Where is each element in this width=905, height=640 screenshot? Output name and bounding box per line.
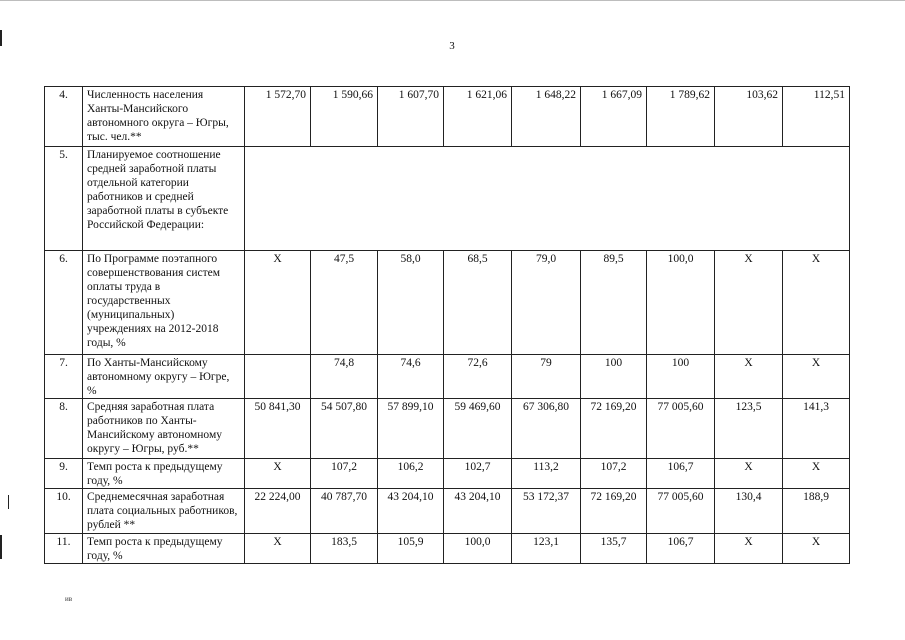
cell-value: 1 607,70 <box>378 87 444 147</box>
cell-value: Х <box>245 459 311 489</box>
data-table <box>44 86 850 564</box>
row-number: 11. <box>45 534 83 564</box>
cell-value: 100 <box>581 355 647 399</box>
table-row <box>45 399 850 459</box>
row-number: 5. <box>45 147 83 251</box>
cell-value: 106,2 <box>378 459 444 489</box>
cell-value: 100 <box>647 355 715 399</box>
cell-value: 43 204,10 <box>378 489 444 534</box>
scan-mark-bottom <box>0 535 2 559</box>
cell-value: 72 169,20 <box>581 489 647 534</box>
table-row <box>45 147 850 251</box>
cell-value: 112,51 <box>783 87 850 147</box>
cell-value: 40 787,70 <box>311 489 378 534</box>
cell-value: 100,0 <box>444 534 512 564</box>
cell-value: 47,5 <box>311 251 378 355</box>
page-number: 3 <box>449 40 455 52</box>
scan-mark-middle <box>8 495 9 509</box>
cell-value: 113,2 <box>512 459 581 489</box>
cell-value: 1 621,06 <box>444 87 512 147</box>
cell-value: 57 899,10 <box>378 399 444 459</box>
table-row <box>45 459 850 489</box>
cell-value: 102,7 <box>444 459 512 489</box>
cell-value: 130,4 <box>715 489 783 534</box>
table-row <box>45 355 850 399</box>
row-number: 10. <box>45 489 83 534</box>
cell-value: 43 204,10 <box>444 489 512 534</box>
cell-value: 105,9 <box>378 534 444 564</box>
row-indicator: Темп роста к предыдущему году, % <box>83 459 245 489</box>
cell-value: 79 <box>512 355 581 399</box>
cell-value: 53 172,37 <box>512 489 581 534</box>
page-top-edge <box>0 0 905 1</box>
row-indicator: Планируемое соотношение средней заработной платы отдельной категории работников и средней заработной платы в субъекте Российской Федерации: <box>83 147 245 251</box>
cell-value: 79,0 <box>512 251 581 355</box>
cell-value: 188,9 <box>783 489 850 534</box>
cell-value: 72,6 <box>444 355 512 399</box>
cell-value: 58,0 <box>378 251 444 355</box>
row-indicator: Средняя заработная плата работников по Ханты-Мансийскому автономному округу – Югры, руб.** <box>83 399 245 459</box>
row-indicator: Численность населения Ханты-Мансийского автономного округа – Югры, тыс. чел.** <box>83 87 245 147</box>
cell-value: 74,8 <box>311 355 378 399</box>
row-indicator: Среднемесячная заработная плата социальных работников, рублей ** <box>83 489 245 534</box>
table-row <box>45 87 850 147</box>
table-row <box>45 251 850 355</box>
cell-value: Х <box>715 251 783 355</box>
cell-value: 68,5 <box>444 251 512 355</box>
cell-value <box>245 355 311 399</box>
row-number: 8. <box>45 399 83 459</box>
row-number: 9. <box>45 459 83 489</box>
cell-value: 183,5 <box>311 534 378 564</box>
cell-value: Х <box>783 355 850 399</box>
cell-value: 50 841,30 <box>245 399 311 459</box>
footer-mark: ив <box>65 595 73 603</box>
cell-value: 74,6 <box>378 355 444 399</box>
cell-value: 107,2 <box>581 459 647 489</box>
row-number: 7. <box>45 355 83 399</box>
row-indicator: По Ханты-Мансийскому автономному округу – Югре, % <box>83 355 245 399</box>
cell-value: 22 224,00 <box>245 489 311 534</box>
cell-value: 141,3 <box>783 399 850 459</box>
cell-value: 89,5 <box>581 251 647 355</box>
cell-value: Х <box>715 459 783 489</box>
cell-value: Х <box>245 251 311 355</box>
cell-value: 123,5 <box>715 399 783 459</box>
scan-mark-top <box>0 30 2 46</box>
cell-value: Х <box>783 459 850 489</box>
cell-value: Х <box>715 534 783 564</box>
cell-value: 59 469,60 <box>444 399 512 459</box>
row-indicator: По Программе поэтапного совершенствования систем оплаты труда в государственных (муниципальных) учреждениях на 2012-2018 годы, % <box>83 251 245 355</box>
cell-value: 135,7 <box>581 534 647 564</box>
cell-value: 103,62 <box>715 87 783 147</box>
row-number: 6. <box>45 251 83 355</box>
cell-value: 54 507,80 <box>311 399 378 459</box>
cell-value: 106,7 <box>647 459 715 489</box>
cell-value: Х <box>783 534 850 564</box>
cell-value: 1 590,66 <box>311 87 378 147</box>
cell-value: 106,7 <box>647 534 715 564</box>
row-number: 4. <box>45 87 83 147</box>
cell-value: 72 169,20 <box>581 399 647 459</box>
table-row <box>45 534 850 564</box>
cell-value: 123,1 <box>512 534 581 564</box>
row-indicator: Темп роста к предыдущему году, % <box>83 534 245 564</box>
cell-value: 1 789,62 <box>647 87 715 147</box>
cell-value: 67 306,80 <box>512 399 581 459</box>
cell-value: 77 005,60 <box>647 489 715 534</box>
cell-value: Х <box>715 355 783 399</box>
cell-value: 1 667,09 <box>581 87 647 147</box>
cell-value: 77 005,60 <box>647 399 715 459</box>
empty-merged-cell <box>245 147 850 251</box>
cell-value: Х <box>783 251 850 355</box>
cell-value: Х <box>245 534 311 564</box>
table-row <box>45 489 850 534</box>
cell-value: 1 648,22 <box>512 87 581 147</box>
cell-value: 1 572,70 <box>245 87 311 147</box>
cell-value: 107,2 <box>311 459 378 489</box>
cell-value: 100,0 <box>647 251 715 355</box>
